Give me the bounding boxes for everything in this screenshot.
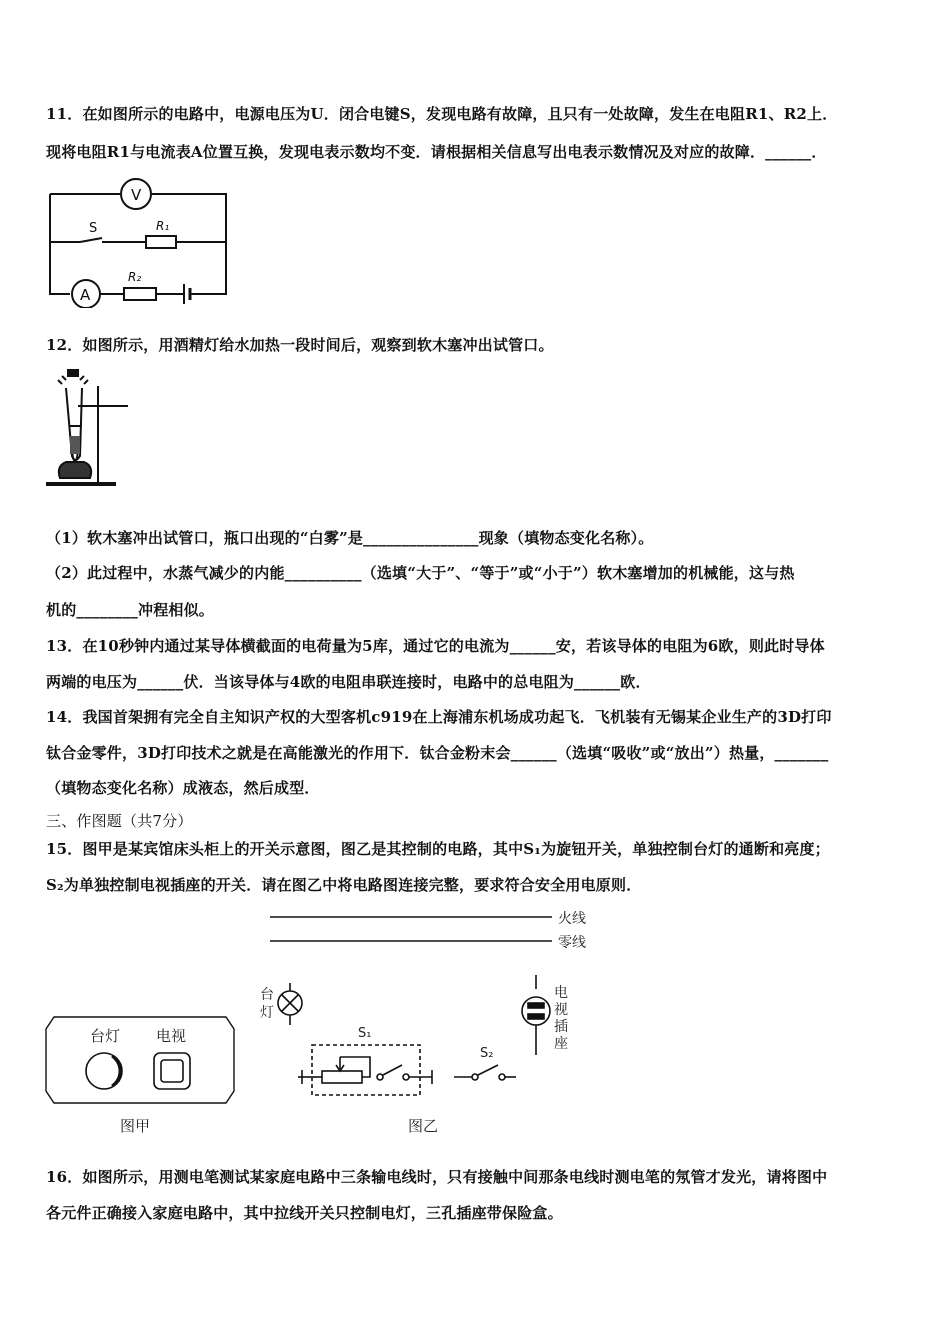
switch-label: S xyxy=(89,221,98,236)
q11-line-1: 11．在如图所示的电路中，电源电压为U．闭合电键S，发现电路有故障，且只有一处故障，发生在电阻R1、R2上． xyxy=(46,105,838,123)
q15-line-1: 15．图甲是某宾馆床头柜上的开关示意图，图乙是其控制的电路，其中S₁为旋钮开关，单独控制台灯的通断和亮度； xyxy=(46,840,830,858)
s1-label: S₁ xyxy=(358,1026,372,1041)
socket-label-4: 座 xyxy=(554,1036,568,1052)
resistor-r2-icon xyxy=(124,288,156,300)
q12-sub-2b: 机的________冲程相似。 xyxy=(46,601,215,619)
q13-line-2: 两端的电压为______伏．当该导体与4欧的电阻串联连接时，电路中的总电阻为______欧． xyxy=(46,673,651,691)
q12-alcohol-lamp-apparatus xyxy=(44,366,134,492)
panel-lamp-label: 台灯 xyxy=(90,1027,121,1045)
q16-line-1: 16．如图所示，用测电笔测试某家庭电路中三条输电线时，只有接触中间那条电线时测电笔的氖管才发光，请将图中 xyxy=(46,1168,828,1186)
q12-line-1: 12．如图所示，用酒精灯给水加热一段时间后，观察到软木塞冲出试管口。 xyxy=(46,336,554,354)
socket-label-1: 电 xyxy=(554,985,568,1001)
tv-socket-icon xyxy=(522,997,550,1025)
lamp-label-2: 灯 xyxy=(260,1005,274,1021)
q11-line-2: 现将电阻R1与电流表A位置互换，发现电表示数均不变．请根据相关信息写出电表示数情况及对应的故障．______． xyxy=(46,143,827,161)
cork-icon xyxy=(68,370,78,376)
neutral-wire-label: 零线 xyxy=(558,935,586,951)
q12-sub-2a: （2）此过程中，水蒸气减少的内能__________（选填“大于”、“等于”或“小于”）软木塞增加的机械能，这与热 xyxy=(46,564,795,582)
section-3-title: 三、作图题（共7分） xyxy=(46,812,193,830)
q15-wiring-diagram xyxy=(40,905,620,1145)
live-wire-label: 火线 xyxy=(558,911,586,927)
q11-circuit-diagram xyxy=(44,176,234,308)
alcohol-lamp-icon xyxy=(59,462,91,478)
q14-line-1: 14．我国首架拥有完全自主知识产权的大型客机c919在上海浦东机场成功起飞．飞机装有无锡某企业生产的3D打印 xyxy=(46,708,832,726)
q13-line-1: 13．在10秒钟内通过某导体横截面的电荷量为5库，通过它的电流为______安，若该导体的电阻为6欧，则此时导体 xyxy=(46,637,825,655)
switch-panel xyxy=(46,1017,234,1103)
q15-line-2: S₂为单独控制电视插座的开关．请在图乙中将电路图连接完整，要求符合安全用电原则． xyxy=(46,876,642,894)
panel-tv-label: 电视 xyxy=(156,1027,187,1045)
socket-label-2: 视 xyxy=(554,1002,568,1018)
q12-sub-1: （1）软木塞冲出试管口，瓶口出现的“白雾”是_______________现象（填物态变化名称）。 xyxy=(46,529,654,547)
r2-label: R₂ xyxy=(128,270,142,284)
caption-b: 图乙 xyxy=(408,1117,439,1135)
q16-line-2: 各元件正确接入家庭电路中，其中拉线开关只控制电灯，三孔插座带保险盒。 xyxy=(46,1204,563,1222)
socket-label-3: 插 xyxy=(554,1019,568,1035)
lamp-label-1: 台 xyxy=(260,987,274,1003)
s2-label: S₂ xyxy=(480,1046,494,1061)
rheostat-icon xyxy=(322,1071,362,1083)
ammeter-label: A xyxy=(80,286,91,304)
voltmeter-label: V xyxy=(131,186,142,204)
q14-line-2: 钛合金零件，3D打印技术之就是在高能激光的作用下．钛合金粉末会______（选填“吸收”或“放出”）热量，_______ xyxy=(46,744,829,762)
s1-dashed-box xyxy=(312,1045,420,1095)
tv-switch-icon xyxy=(154,1053,190,1089)
resistor-r1-icon xyxy=(146,236,176,248)
caption-a: 图甲 xyxy=(120,1117,151,1135)
r1-label: R₁ xyxy=(156,219,170,233)
q14-line-3: （填物态变化名称）成液态，然后成型． xyxy=(46,779,320,797)
